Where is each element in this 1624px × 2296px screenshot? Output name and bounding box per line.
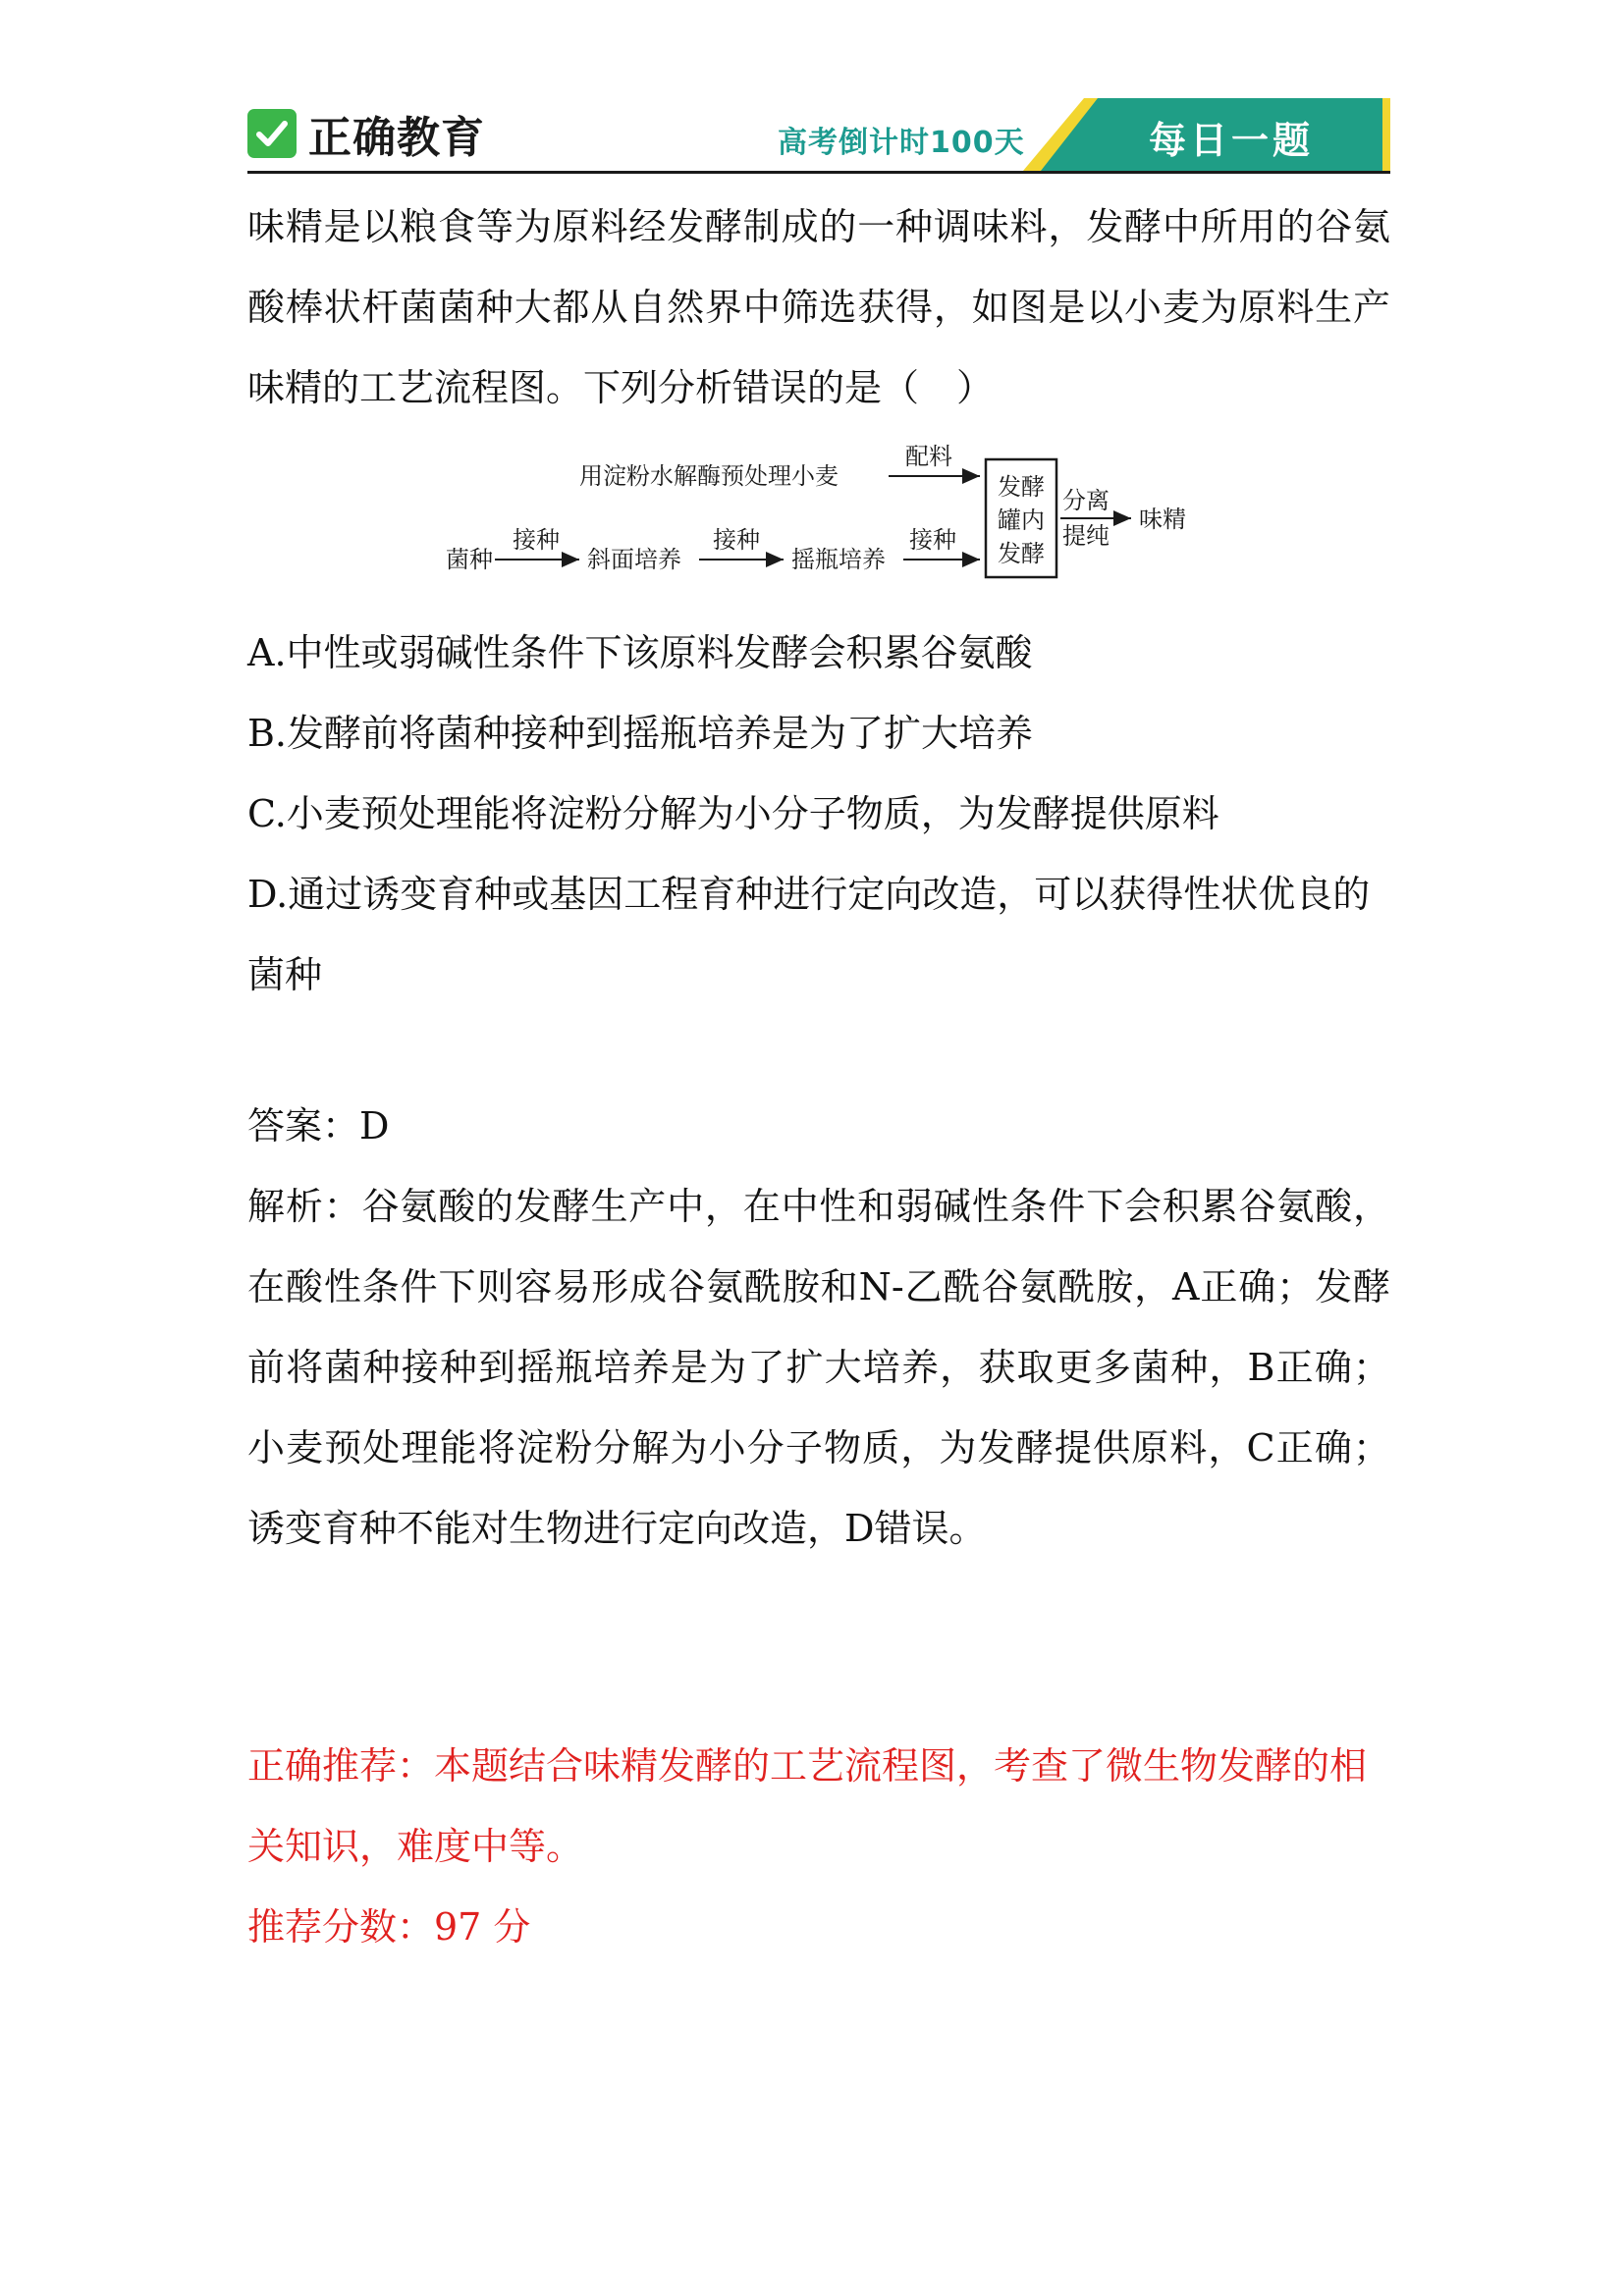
daily-question-label: 每日一题 [1149,119,1315,162]
arrow-1-label: 接种 [513,526,560,554]
msg-product-label: 味精 [1139,506,1186,533]
recommended-score: 推荐分数：97 分 [247,1905,531,1949]
analysis-text: 解析：谷氨酸的发酵生产中，在中性和弱碱性条件下会积累谷氨酸，在酸性条件下则容易形成谷氨酰胺和N-乙酰谷氨酰胺，A正确；发酵前将菌种接种到摇瓶培养是为了扩大培养，获取更多菌种，B正确；小麦预处理能将淀粉分解为小分子物质，为发酵提供原料，C正确；诱变育种不能对生物进行定向改造，D错误。 [247,1185,1390,1550]
fermenter-line-3: 发酵 [998,540,1045,567]
process-flowchart [442,440,1218,597]
pretreatment-label: 用淀粉水解酶预处理小麦 [579,462,839,490]
slant-culture-label: 斜面培养 [587,546,681,573]
answer-text: 答案：D [247,1104,390,1148]
purification-label: 提纯 [1062,522,1110,550]
fermenter-line-1: 发酵 [998,473,1045,501]
header-divider [247,171,1390,174]
option-c: C.小麦预处理能将淀粉分解为小分子物质，为发酵提供原料 [247,792,1219,835]
fermenter-line-2: 罐内 [998,507,1045,534]
arrow-3-label: 接种 [909,526,956,554]
strain-label: 菌种 [446,546,493,573]
option-a: A.中性或弱碱性条件下该原料发酵会积累谷氨酸 [247,631,1033,674]
top-arrow-label: 配料 [905,443,952,470]
shake-flask-label: 摇瓶培养 [791,546,886,573]
option-d: D.通过诱变育种或基因工程育种进行定向改造，可以获得性状优良的菌种 [247,873,1371,996]
brand-logo [247,104,485,163]
options-list [247,613,1390,1015]
arrow-2-label: 接种 [713,526,760,554]
separation-label: 分离 [1062,487,1110,514]
checkmark-icon [247,109,297,158]
page-header [247,98,1390,171]
recommendation-text: 正确推荐：本题结合味精发酵的工艺流程图，考查了微生物发酵的相关知识，难度中等。 [247,1744,1368,1868]
countdown-label: 高考倒计时100天 [778,126,1025,160]
brand-name: 正确教育 [308,113,485,163]
question-text: 味精是以粮食等为原料经发酵制成的一种调味料，发酵中所用的谷氨酸棒状杆菌菌种大都从自然界中筛选获得，如图是以小麦为原料生产味精的工艺流程图。下列分析错误的是（ ） [247,205,1390,409]
option-b: B.发酵前将菌种接种到摇瓶培养是为了扩大培养 [247,712,1034,755]
